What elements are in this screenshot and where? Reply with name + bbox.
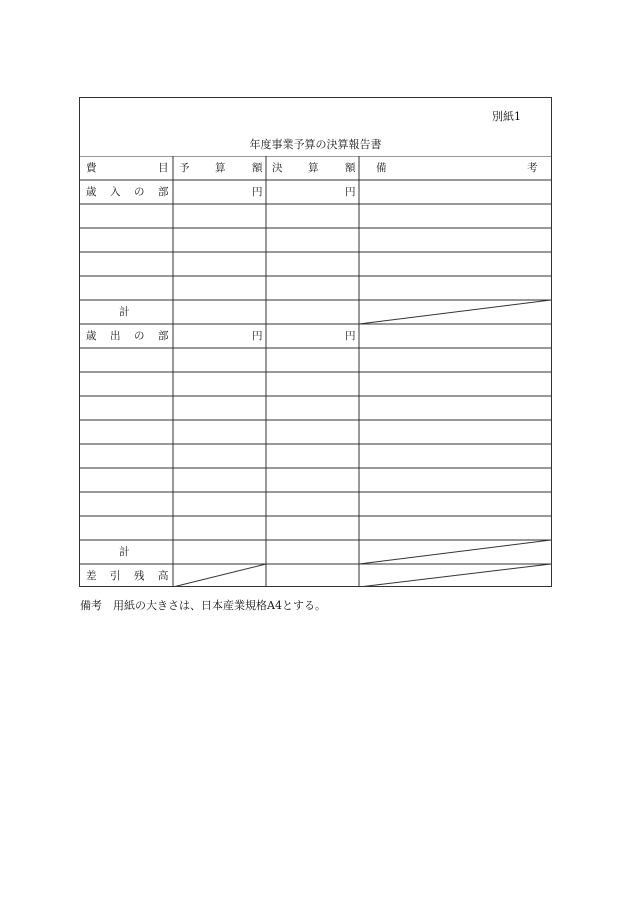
balance-label-char: 高 [158,570,169,582]
balance-label-char: 引 [110,570,121,582]
income-settlement-unit: 円 [345,186,356,198]
income-label-char: 入 [110,186,121,198]
expenditure-settlement-unit: 円 [345,330,356,342]
report-table-grid [80,156,551,587]
header-budget-char: 予 [179,162,190,174]
income-budget-unit: 円 [252,186,263,198]
header-budget-char: 額 [252,162,263,174]
header-remarks-char: 備 [376,162,387,174]
income-label-char: 部 [158,186,169,198]
report-title: 年度事業予算の決算報告書 [249,138,382,151]
settlement-report-form [79,97,552,587]
expenditure-budget-unit: 円 [252,330,263,342]
header-settlement-char: 算 [308,162,319,174]
header-settlement-char: 決 [272,162,283,174]
footnote: 備考 用紙の大きさは、日本産業規格A4とする。 [80,599,326,612]
header-budget-char: 算 [215,162,226,174]
header-item-char: 目 [158,162,169,174]
expenditure-label-char: 歳 [86,330,97,342]
expenditure-subtotal-label: 計 [119,546,130,558]
income-subtotal-label: 計 [119,306,130,318]
header-remarks-char: 考 [527,162,538,174]
balance-label-char: 残 [134,570,145,582]
annex-label: 別紙1 [492,110,521,123]
income-label-char: の [134,186,145,198]
expenditure-label-char: 出 [110,330,121,342]
header-settlement-char: 額 [345,162,356,174]
expenditure-label-char: 部 [158,330,169,342]
header-item-char: 費 [86,162,97,174]
row-lines [80,156,551,564]
income-label-char: 歳 [86,186,97,198]
expenditure-label-char: の [134,330,145,342]
balance-label-char: 差 [86,570,97,582]
